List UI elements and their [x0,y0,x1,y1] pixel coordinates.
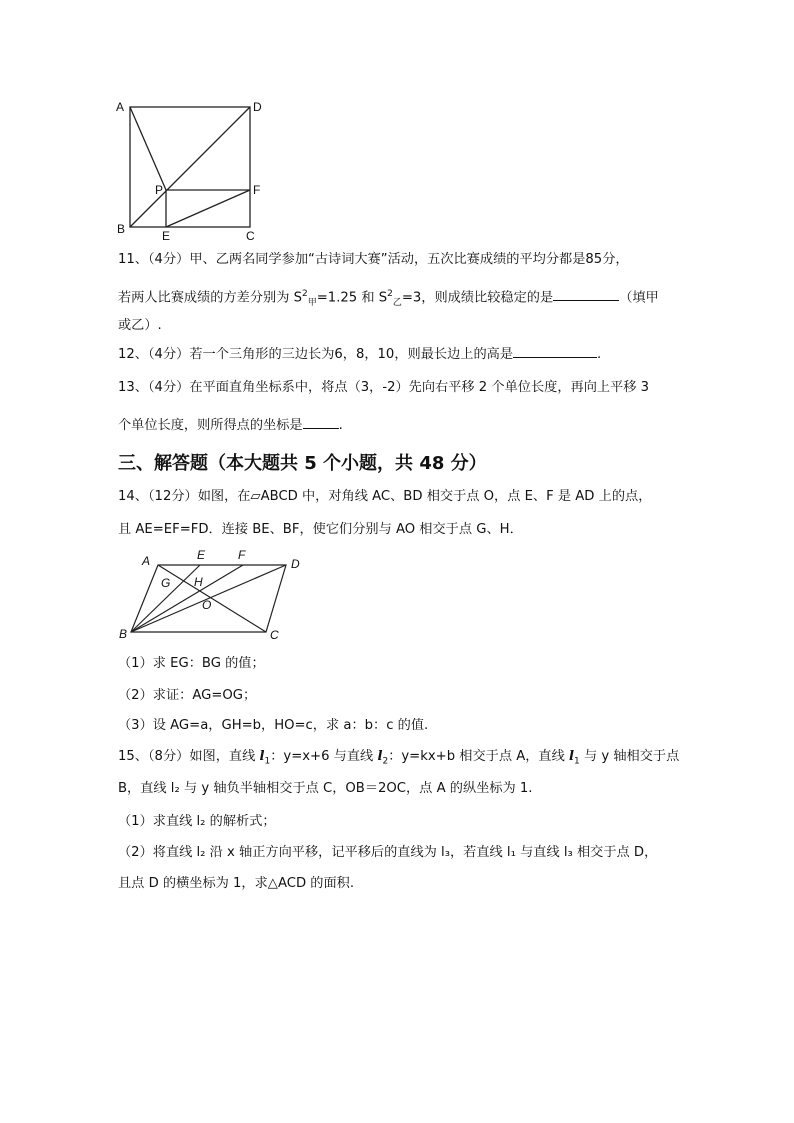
q15-l1-symbol-2: l [569,749,575,764]
q13-line2 [118,414,343,436]
q12-answer-blank[interactable] [513,343,597,358]
diagonal-ac [158,565,266,632]
q11-text-b: =1.25 和 S [316,290,388,306]
label-b: B [119,627,128,641]
q14-part1: （1）求 EG：BG 的值； [118,656,265,671]
square-figure [112,95,272,240]
q13-text-b: . [338,418,343,433]
label-c: C [270,628,279,642]
q13-line1: 13、（4分）在平面直角坐标系中，将点（3，-2）先向右平移 2 个单位长度，再向上平移 3 [118,380,650,395]
label-g: G [161,576,171,590]
q15-l1-sub-2: 1 [574,756,580,767]
q15-text-g: 与 y 轴相交于点 [579,749,680,764]
q15-l2-sub: 2 [382,756,389,767]
q14-line1: 14、（12分）如图，在▱ABCD 中，对角线 AC、BD 相交于点 O，点 E、F 是 AD 上的点， [118,489,652,504]
segment-ap [130,107,166,190]
label-a: A [142,554,151,568]
q15-l1-sub: 1 [264,756,271,767]
q13-text-a: 个单位长度，则所得点的坐标是 [118,418,303,433]
q14-line2: 且 AE=EF=FD．连接 BE、BF，使它们分别与 AO 相交于点 G、H． [118,522,523,537]
q15-part2: （2）将直线 l₂ 沿 x 轴正方向平移，记平移后的直线为 l₃，若直线 l₁ 与直线 l₃ 相交于点 D， [118,845,658,860]
q11-text-c: =3，则成绩比较稳定的是 [401,290,554,306]
q11-sub1: 甲 [307,298,317,309]
label-f: F [238,548,246,562]
label-p: P [155,183,164,197]
q15-part1: （1）求直线 l₂ 的解析式； [118,814,276,829]
q11-line2 [118,284,659,313]
q15-l2-symbol: l [377,749,383,764]
label-c: C [246,229,255,240]
q15-part3: 且点 D 的横坐标为 1，求△ACD 的面积. [118,876,355,891]
section-3-title: 三、解答题（本大题共 5 个小题，共 48 分） [118,453,487,474]
label-b: B [117,222,126,236]
label-f: F [253,183,261,197]
q11-sup2: 2 [387,289,393,299]
q12-text-a: 12、（4分）若一个三角形的三边长为6，8，10，则最长边上的高是 [118,347,514,362]
q15-line2: B，直线 l₂ 与 y 轴负半轴相交于点 C，OB＝2OC，点 A 的纵坐标为 1. [118,781,533,796]
q11-text-d: （填甲 [619,290,659,306]
q15-text-a: 15、（8分）如图，直线 [118,749,260,764]
label-a: A [116,100,125,114]
q15-l1-symbol: l [259,749,265,764]
parallelogram-figure [112,545,312,645]
label-d: D [253,100,262,114]
q11-sup1: 2 [302,289,308,299]
q12-line [118,343,601,365]
q11-line1: 11、（4分）甲、乙两名同学参加“古诗词大赛”活动，五次比赛成绩的平均分都是85分， [118,252,629,267]
label-e: E [197,548,206,562]
q14-part2: （2）求证：AG=OG； [118,688,257,703]
q12-text-b: . [597,347,602,362]
q15-line1 [118,747,679,772]
diagonal-bd [130,107,250,227]
q15-text-e: ：y=kx+b 相交于点 A，直线 [388,749,569,764]
q11-answer-blank[interactable] [553,286,619,301]
label-o: O [202,598,212,612]
label-e: E [162,229,171,240]
q11-line3: 或乙）. [118,318,162,333]
segment-bf [131,565,243,632]
q11-sub2: 乙 [392,298,402,309]
q15-text-c: ：y=x+6 与直线 [270,749,378,764]
q11-text-a: 若两人比赛成绩的方差分别为 S [118,290,302,306]
label-d: D [291,557,300,571]
label-h: H [194,575,203,589]
segment-ef [166,190,250,227]
q14-part3: （3）设 AG=a，GH=b，HO=c，求 a：b：c 的值. [118,718,429,733]
q13-answer-blank[interactable] [303,414,339,429]
